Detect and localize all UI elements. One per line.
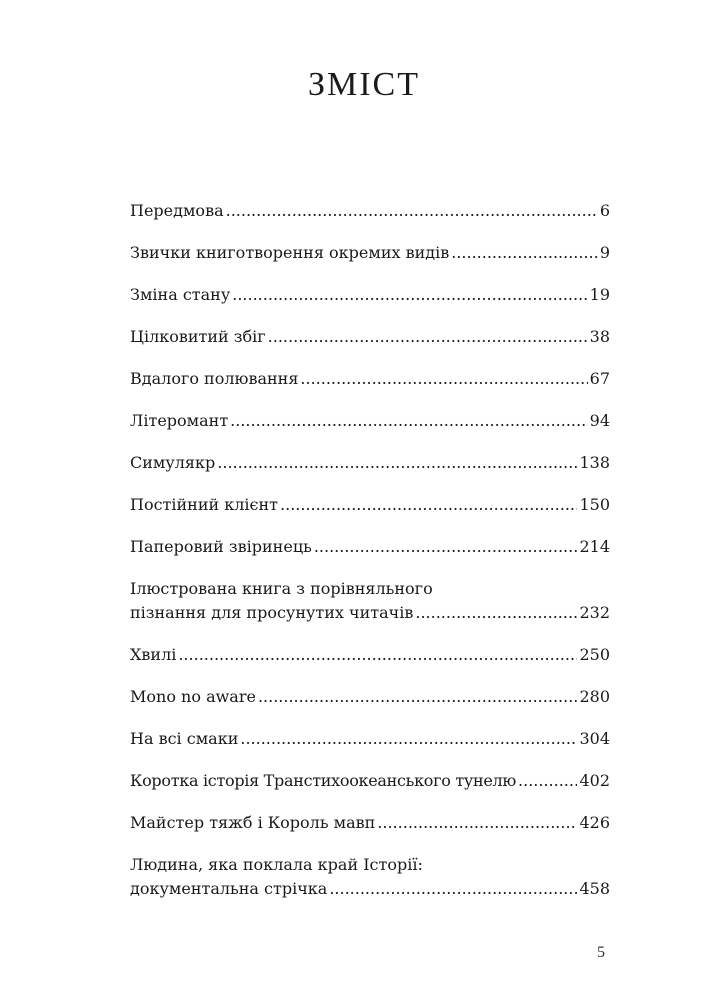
toc-leader-dots [240,727,577,751]
toc-entry-page: 138 [579,453,610,472]
toc-entry [130,493,610,517]
toc-entry-title: Передмова [130,201,224,220]
toc-entry-page: 250 [579,645,610,664]
toc-entry-page: 214 [579,537,610,556]
toc-entry-title: Звички книготворення окремих видів [130,243,450,262]
toc-entry-page: 94 [589,411,610,430]
toc-entry-page: 19 [589,285,610,304]
toc-leader-dots [329,877,577,901]
page-title: ЗМІСТ [307,66,421,103]
toc-entry-title-line2: документальна стрічка [130,879,328,898]
toc-leader-dots [280,493,577,517]
toc-entry-title-line1: Ілюстрована книга з порівняльного [130,579,433,598]
table-of-contents [130,199,610,919]
toc-entry-page: 280 [579,687,610,706]
toc-entry [130,409,610,433]
toc-leader-dots [415,601,577,625]
toc-entry-page: 232 [579,603,610,622]
toc-entry-title: Літеромант [130,411,229,430]
toc-entry-title: Коротка історія Транстихоокеанського тунелю [130,771,517,790]
toc-entry-page: 426 [579,813,610,832]
toc-entry [130,283,610,307]
toc-leader-dots [230,409,587,433]
toc-entry-page: 150 [579,495,610,514]
toc-entry-title: Хвилі [130,645,177,664]
toc-entry-page: 458 [579,879,610,898]
toc-leader-dots [226,199,598,223]
toc-leader-dots [314,535,578,559]
toc-entry [130,727,610,751]
toc-entry-title-line1: Людина, яка поклала край Історії: [130,855,423,874]
toc-entry-title: Постійний клієнт [130,495,279,514]
toc-entry [130,451,610,475]
toc-entry [130,643,610,667]
toc-leader-dots [232,283,587,307]
toc-entry-page: 304 [579,729,610,748]
page-number: 5 [597,944,605,961]
toc-entry-title: Зміна стану [130,285,231,304]
toc-entry [130,325,610,349]
toc-leader-dots [518,769,577,793]
toc-entry [130,685,610,709]
toc-leader-dots [268,325,588,349]
toc-entry-page: 67 [589,369,610,388]
toc-entry-page: 38 [589,327,610,346]
toc-entry-page: 6 [599,201,610,220]
toc-leader-dots [377,811,577,835]
toc-entry-title: Паперовий звіринець [130,537,312,556]
toc-entry-title: Симулякр [130,453,216,472]
toc-entry-title: На всі смаки [130,729,239,748]
toc-entry [130,241,610,265]
toc-entry-page: 9 [599,243,610,262]
toc-entry-page: 402 [579,771,610,790]
toc-entry [130,853,610,901]
toc-entry-title: Цілковитий збіг [130,327,266,346]
toc-entry-title-line2: пізнання для просунутих читачів [130,603,414,622]
toc-leader-dots [178,643,577,667]
toc-leader-dots [300,367,587,391]
toc-entry [130,811,610,835]
toc-leader-dots [451,241,598,265]
toc-entry-title: Mono no aware [130,687,256,706]
toc-entry [130,769,610,793]
toc-entry-title: Майстер тяжб і Король мавп [130,813,376,832]
toc-entry [130,577,610,625]
toc-entry [130,367,610,391]
toc-entry [130,199,610,223]
toc-entry-title: Вдалого полювання [130,369,299,388]
toc-leader-dots [258,685,578,709]
toc-entry [130,535,610,559]
toc-leader-dots [217,451,577,475]
